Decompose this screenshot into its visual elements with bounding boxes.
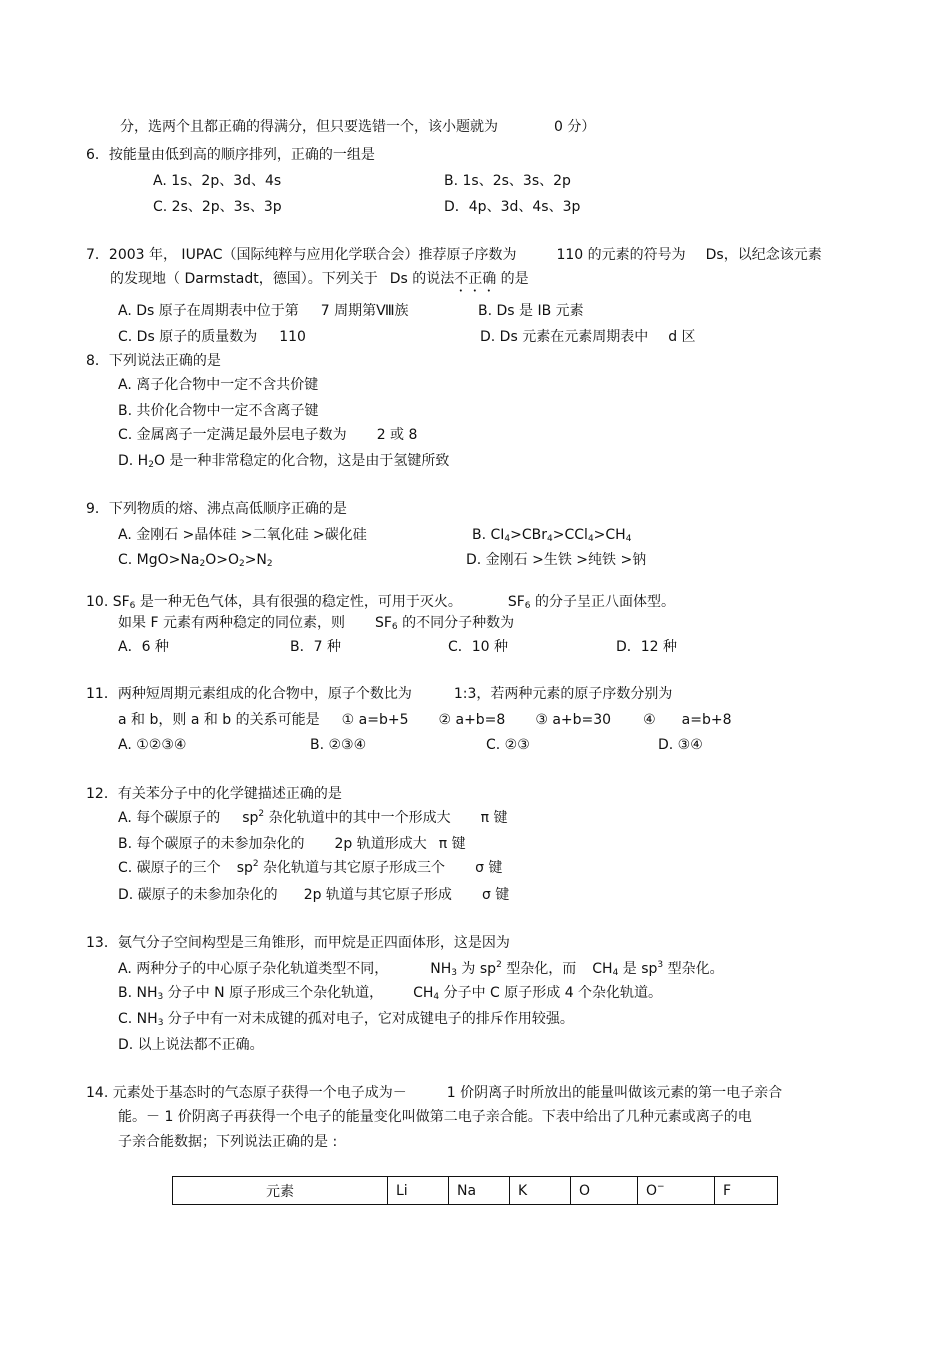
question-8-stem: 8．下列说法正确的是 (86, 353, 221, 369)
question-8-option-a: A. 离子化合物中一定不含共价键 (118, 377, 319, 393)
question-7-stem-line1: 7．2003 年， IUPAC（国际纯粹与应用化学联合会）推荐原子序数为 110 的元素的符号为 Ds，以纪念该元素 (86, 247, 822, 263)
question-6-option-c: C. 2s、2p、3s、3p (153, 199, 282, 215)
question-10-option-c: C．10 种 (448, 639, 509, 655)
question-12-stem: 12．有关苯分子中的化学键描述正确的是 (86, 786, 342, 802)
question-6-option-b: B. 1s、2s、3s、2p (444, 173, 571, 189)
question-6-stem: 6．按能量由低到高的顺序排列，正确的一组是 (86, 147, 375, 163)
emphasis-not-correct: 不正确 (454, 271, 497, 287)
question-13-option-a: A. 两种分子的中心原子杂化轨道类型不同， $NH_3$ 为 $sp^2$ 型杂化，而 $CH_4$ 是 $sp^3$ 型杂化。 (118, 960, 724, 978)
table-header-cell: K (510, 1177, 571, 1205)
question-12-option-d: D. 碳原子的未参加杂化的 2p 轨道与其它原子形成 σ 键 (118, 887, 510, 903)
question-7-option-d: D. Ds 元素在元素周期表中 d 区 (480, 329, 696, 345)
question-13-option-b: B. $NH_3$ 分子中 N 原子形成三个杂化轨道， $CH_4$ 分子中 C 原子形成 4 个杂化轨道。 (118, 985, 663, 1002)
table-header-cell: F (715, 1177, 778, 1205)
intro-line: 分，选两个且都正确的得满分，但只要选错一个，该小题就为 0 分） (120, 119, 596, 135)
question-10-option-b: B．7 种 (290, 639, 341, 655)
table-header-cell: Na (449, 1177, 510, 1205)
table-header-cell-o-ion: O− (638, 1177, 715, 1205)
question-12-option-b: B. 每个碳原子的未参加杂化的 2p 轨道形成大 π 键 (118, 836, 466, 852)
question-13-option-d: D. 以上说法都不正确。 (118, 1037, 264, 1053)
question-9-option-b: B. $CI_4>CBr_4>CCl_4>CH_4$ (472, 527, 632, 544)
question-8-option-c: C. 金属离子一定满足最外层电子数为 2 或 8 (118, 427, 418, 443)
question-11-stem-line2: a 和 b，则 a 和 b 的关系可能是 ① a=b+5 ② a+b=8 ③ a+b=30 ④ a=b+8 (118, 712, 732, 728)
question-11-option-d: D. ③④ (658, 737, 703, 753)
question-12-option-c: C. 碳原子的三个 $sp^2$ 杂化轨道与其它原子形成三个 σ 键 (118, 859, 503, 876)
question-7-stem-line2: 的发现地（ Darmstadt，德国）。下列关于 Ds 的说法不正确 的是 (110, 271, 529, 287)
table-row (173, 1177, 778, 1205)
question-14-stem-line3: 子亲合能数据；下列说法正确的是 : (118, 1134, 338, 1150)
electron-affinity-table (172, 1176, 778, 1205)
question-10-option-a: A．6 种 (118, 639, 169, 655)
table-header-cell: O (571, 1177, 638, 1205)
question-11-option-a: A. ①②③④ (118, 737, 187, 753)
question-7-option-b: B. Ds 是 IB 元素 (478, 303, 584, 319)
question-9-stem: 9．下列物质的熔、沸点高低顺序正确的是 (86, 501, 347, 517)
question-11-option-b: B. ②③④ (310, 737, 367, 753)
question-8-option-d: D. $H_2O$ 是一种非常稳定的化合物，这是由于氢键所致 (118, 453, 450, 470)
question-7-option-a: A. Ds 原子在周期表中位于第 7 周期第Ⅷ族 (118, 303, 409, 319)
table-header-cell: Li (388, 1177, 449, 1205)
question-7-option-c: C. Ds 原子的质量数为 110 (118, 329, 306, 345)
question-14-stem-line1: 14. 元素处于基态时的气态原子获得一个电子成为－ 1 价阴离子时所放出的能量叫做该元素的第一电子亲合 (86, 1085, 783, 1101)
question-11-option-c: C. ②③ (486, 737, 530, 753)
table-header-cell: 元素 (173, 1177, 388, 1205)
question-10-stem-line1: 10. $SF_6$ 是一种无色气体，具有很强的稳定性，可用于灭火。 $SF_6$ 的分子呈正八面体型。 (86, 594, 675, 611)
question-8-option-b: B. 共价化合物中一定不含离子键 (118, 403, 319, 419)
question-13-stem: 13．氨气分子空间构型是三角锥形，而甲烷是正四面体形，这是因为 (86, 935, 510, 951)
question-9-option-c: C. $MgO>Na_2O>O_2>N_2$ (118, 552, 273, 569)
question-6-option-a: A. 1s、2p、3d、4s (153, 173, 282, 189)
question-9-option-d: D. 金刚石 >生铁 >纯铁 >钠 (466, 552, 647, 568)
question-11-stem-line1: 11．两种短周期元素组成的化合物中，原子个数比为 1:3，若两种元素的原子序数分别为 (86, 686, 673, 702)
question-12-option-a: A. 每个碳原子的 $sp^2$ 杂化轨道中的其中一个形成大 π 键 (118, 809, 508, 826)
question-9-option-a: A. 金刚石 >晶体硅 >二氧化硅 >碳化硅 (118, 527, 367, 543)
question-13-option-c: C. $NH_3$ 分子中有一对未成键的孤对电子，它对成键电子的排斥作用较强。 (118, 1011, 574, 1028)
question-14-stem-line2: 能。－ 1 价阴离子再获得一个电子的能量变化叫做第二电子亲合能。下表中给出了几种元素或离子的电 (118, 1109, 752, 1125)
question-10-stem-line2: 如果 F 元素有两种稳定的同位素，则 $SF_6$ 的不同分子种数为 (118, 615, 515, 632)
question-10-option-d: D．12 种 (616, 639, 678, 655)
question-6-option-d: D．4p、3d、4s、3p (444, 199, 581, 215)
